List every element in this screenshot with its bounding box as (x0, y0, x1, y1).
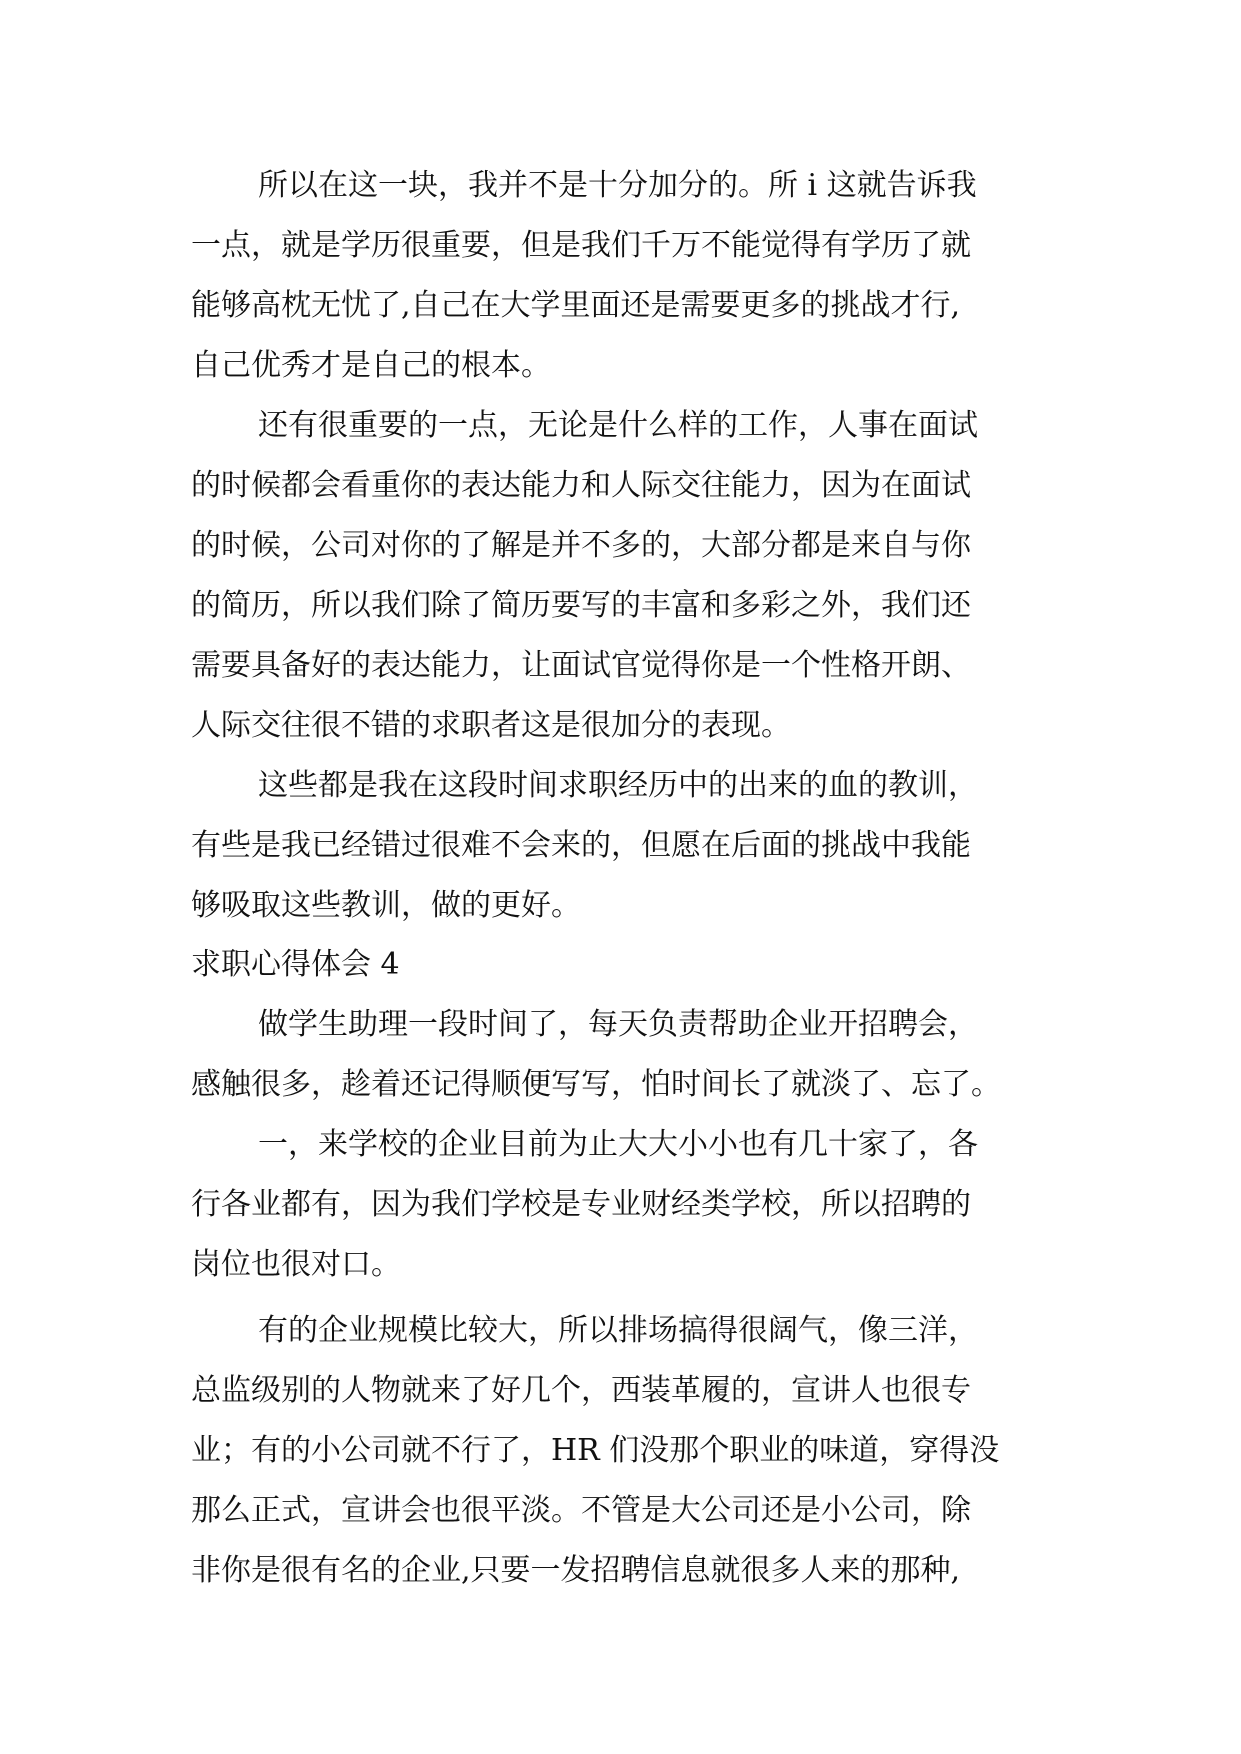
paragraph-6-line-1: 有的企业规模比较大，所以排场搞得很阔气，像三洋， (258, 1313, 978, 1348)
paragraph-2-line-1: 还有很重要的一点，无论是什么样的工作，人事在面试 (258, 408, 978, 443)
paragraph-3-line-3: 够吸取这些教训，做的更好。 (191, 888, 581, 923)
paragraph-4-line-1: 做学生助理一段时间了，每天负责帮助企业开招聘会， (258, 1007, 978, 1042)
paragraph-5-line-3: 岗位也很对口。 (191, 1247, 401, 1282)
paragraph-1-line-3: 能够高枕无忧了,自己在大学里面还是需要更多的挑战才行, (191, 288, 961, 323)
paragraph-3-line-2: 有些是我已经错过很难不会来的，但愿在后面的挑战中我能 (191, 828, 971, 863)
paragraph-5-line-2: 行各业都有，因为我们学校是专业财经类学校，所以招聘的 (191, 1187, 971, 1222)
paragraph-6-line-5: 非你是很有名的企业,只要一发招聘信息就很多人来的那种, (191, 1553, 961, 1588)
paragraph-1-line-2: 一点，就是学历很重要，但是我们千万不能觉得有学历了就 (191, 228, 971, 263)
paragraph-1-line-4: 自己优秀才是自己的根本。 (191, 348, 551, 383)
paragraph-4-line-2: 感触很多，趁着还记得顺便写写，怕时间长了就淡了、忘了。 (191, 1067, 1001, 1102)
paragraph-2-line-2: 的时候都会看重你的表达能力和人际交往能力，因为在面试 (191, 468, 971, 503)
paragraph-2-line-3: 的时候，公司对你的了解是并不多的，大部分都是来自与你 (191, 528, 971, 563)
paragraph-5-line-1: 一，来学校的企业目前为止大大小小也有几十家了，各 (258, 1127, 978, 1162)
paragraph-1-line-1: 所以在这一块，我并不是十分加分的。所 i 这就告诉我 (258, 168, 977, 203)
paragraph-6-line-3: 业；有的小公司就不行了，HR 们没那个职业的味道，穿得没 (191, 1433, 1000, 1468)
paragraph-6-line-2: 总监级别的人物就来了好几个，西装革履的，宣讲人也很专 (191, 1373, 971, 1408)
paragraph-6-line-4: 那么正式，宣讲会也很平淡。不管是大公司还是小公司，除 (191, 1493, 971, 1528)
paragraph-2-line-4: 的简历，所以我们除了简历要写的丰富和多彩之外，我们还 (191, 588, 971, 623)
paragraph-3-line-1: 这些都是我在这段时间求职经历中的出来的血的教训， (258, 768, 978, 803)
section-heading: 求职心得体会 4 (191, 947, 400, 982)
paragraph-2-line-6: 人际交往很不错的求职者这是很加分的表现。 (191, 708, 791, 743)
paragraph-2-line-5: 需要具备好的表达能力，让面试官觉得你是一个性格开朗、 (191, 648, 971, 683)
